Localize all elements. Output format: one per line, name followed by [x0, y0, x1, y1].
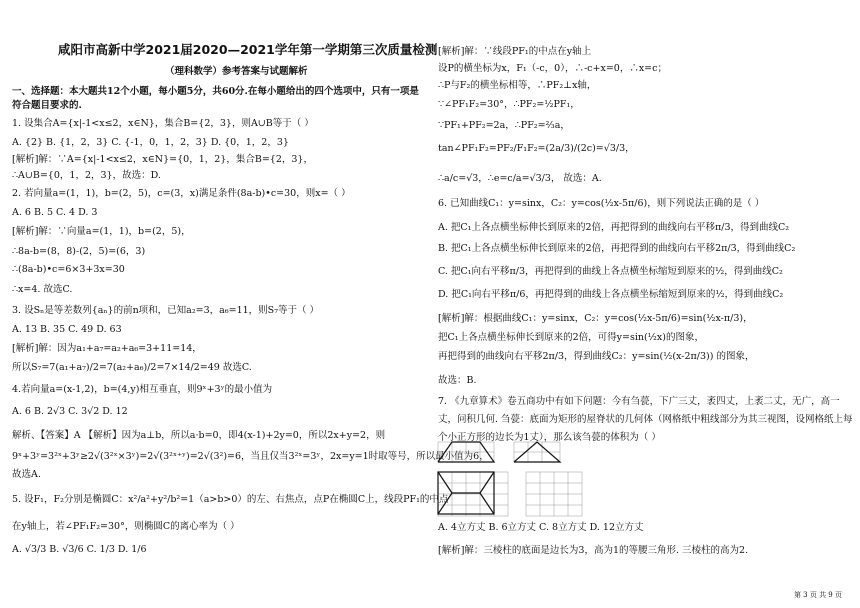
page-footer: 第 3 页 共 9 页 [793, 591, 842, 599]
left-line: 9ˣ+3ʸ=3²ˣ+3ʸ≥2√(3²ˣ×3ʸ)=2√(3²ˣ⁺ʸ)=2√(3²)=6，当且仅当3²ˣ=3ʸ，2x=y=1时取等号，所以最小值为6， [12, 451, 489, 462]
left-line: 4.若向量a=(x-1,2)，b=(4,y)相互垂直，则9ˣ+3ʸ的最小值为 [12, 384, 273, 395]
left-line: ∴(8a-b)•c=6×3+3x=30 [12, 264, 125, 275]
right-line: 丈，问积几何. 刍甍：底面为矩形的屋脊状的几何体（网格纸中粗线部分为其三视图，设网格纸上每 [438, 414, 853, 425]
left-line: ∴A∪B={0，1，2，3}，故选：D. [12, 170, 161, 181]
left-line: 1. 设集合A={x|-1<x≤2，x∈N}，集合B={2，3}，则A∪B等于（ ） [12, 118, 314, 129]
page-title: 咸阳市高新中学2021届2020—2021学年第一学期第三次质量检测 [58, 42, 438, 57]
right-line: ∴a/c=√3，∴e=c/a=√3/3， 故选：A. [438, 173, 602, 184]
left-line: 符合题目要求的. [12, 100, 82, 111]
left-line: [解析]解：因为a₁+a₇=a₂+a₆=3+11=14， [12, 343, 202, 354]
right-line: [解析]解：根据曲线C₁：y=sinx，C₂：y=cos(½x-5π/6)=sin(½x-π/3)， [438, 313, 753, 324]
right-line: 再把得到的曲线向右平移2π/3，得到曲线C₂：y=sin(½(x-2π/3)) 的图象， [438, 351, 755, 362]
right-line: 7. 《九章算术》卷五商功中有如下问题：今有刍甍，下广三丈，袤四丈，上袤二丈，无广，高一 [438, 396, 840, 407]
right-line: ∵PF₁+PF₂=2a，∴PF₂=⅔a， [438, 120, 570, 131]
left-line: 5. 设F₁，F₂分别是椭圆C：x²/a²+y²/b²=1（a>b>0）的左、右焦点，点P在椭圆C上，线段PF₁的中点 [12, 494, 449, 505]
three-view-figure [436, 440, 626, 518]
right-line: 把C₁上各点横坐标伸长到原来的2倍，可得y=sin(½x)的图象， [438, 332, 704, 343]
left-line: A. 6 B. 5 C. 4 D. 3 [12, 207, 98, 218]
left-line: 一、选择题：本大题共12个小题，每小题5分，共60分.在每小题给出的四个选项中，只有一项是 [12, 86, 419, 97]
page-subtitle: （理科数学）参考答案与试题解析 [165, 66, 308, 77]
left-line: 故选A. [12, 469, 41, 480]
left-line: A. 13 B. 35 C. 49 D. 63 [12, 324, 122, 335]
right-line: [解析]解：∵线段PF₁的中点在y轴上 [438, 46, 592, 57]
right-line: B. 把C₁上各点横坐标伸长到原来的2倍，再把得到的曲线向右平移2π/3，得到曲线C₂ [438, 243, 796, 254]
left-line: [解析]解：∵A={x|-1<x≤2，x∈N}={0，1，2}，集合B={2，3}， [12, 154, 313, 165]
right-line: D. 把C₁向右平移π/6，再把得到的曲线上各点横坐标缩短到原来的½，得到曲线C₂ [438, 289, 784, 300]
right-line: ∵∠PF₁F₂=30°，∴PF₂=½PF₁， [438, 99, 580, 110]
left-line: 在y轴上，若∠PF₁F₂=30°，则椭圆C的离心率为（ ） [12, 521, 240, 532]
left-line: 所以S₇=7(a₁+a₇)/2=7(a₂+a₆)/2=7×14/2=49 故选C. [12, 362, 252, 373]
right-line: ∴P与F₂的横坐标相等，∴PF₂⊥x轴， [438, 80, 597, 91]
right-line: A. 4立方丈 B. 6立方丈 C. 8立方丈 D. 12立方丈 [438, 522, 644, 533]
left-line: ∴8a-b=(8，8)-(2，5)=(6，3) [12, 246, 146, 257]
left-line: 2. 若向量a=(1，1)，b=(2，5)，c=(3，x)满足条件(8a-b)•c=30，则x=（ ） [12, 188, 351, 199]
right-line: tan∠PF₁F₂=PF₂/F₁F₂=(2a/3)/(2c)=√3/3， [438, 143, 635, 154]
right-line: 故选：B. [438, 375, 477, 386]
right-line: [解析]解：三棱柱的底面是边长为3，高为1的等腰三角形. 三棱柱的高为2. [438, 545, 749, 556]
right-line: 设P的横坐标为x，F₁（-c，0），∴-c+x=0，∴x=c； [438, 63, 667, 74]
right-line: C. 把C₁向右平移π/3，再把得到的曲线上各点横坐标缩短到原来的½，得到曲线C₂ [438, 266, 783, 277]
left-line: A. {2} B. {1，2，3} C. {-1，0，1，2，3} D. {0，1，2，3} [12, 137, 289, 148]
left-line: 3. 设Sₙ是等差数列{aₙ}的前n项和，已知a₂=3，a₆=11，则S₇等于（ ） [12, 305, 320, 316]
right-line: 6. 已知曲线C₁：y=sinx，C₂：y=cos(½x-5π/6)，则下列说法正确的是（ ） [438, 198, 765, 209]
right-line: A. 把C₁上各点横坐标伸长到原来的2倍，再把得到的曲线向右平移π/3，得到曲线C₂ [438, 222, 790, 233]
left-line: A. √3/3 B. √3/6 C. 1/3 D. 1/6 [12, 544, 147, 555]
left-line: [解析]解：∵向量a=(1，1)，b=(2，5)， [12, 226, 191, 237]
left-line: ∴x=4. 故选C. [12, 284, 73, 295]
left-line: 解析、【答案】A 【解析】因为a⊥b，所以a·b=0，即4(x-1)+2y=0，所以2x+y=2，则 [12, 430, 386, 441]
right-line: 个小正方形的边长为1丈），那么该刍甍的体积为（ ） [438, 432, 661, 443]
left-line: A. 6 B. 2√3 C. 3√2 D. 12 [12, 406, 128, 417]
